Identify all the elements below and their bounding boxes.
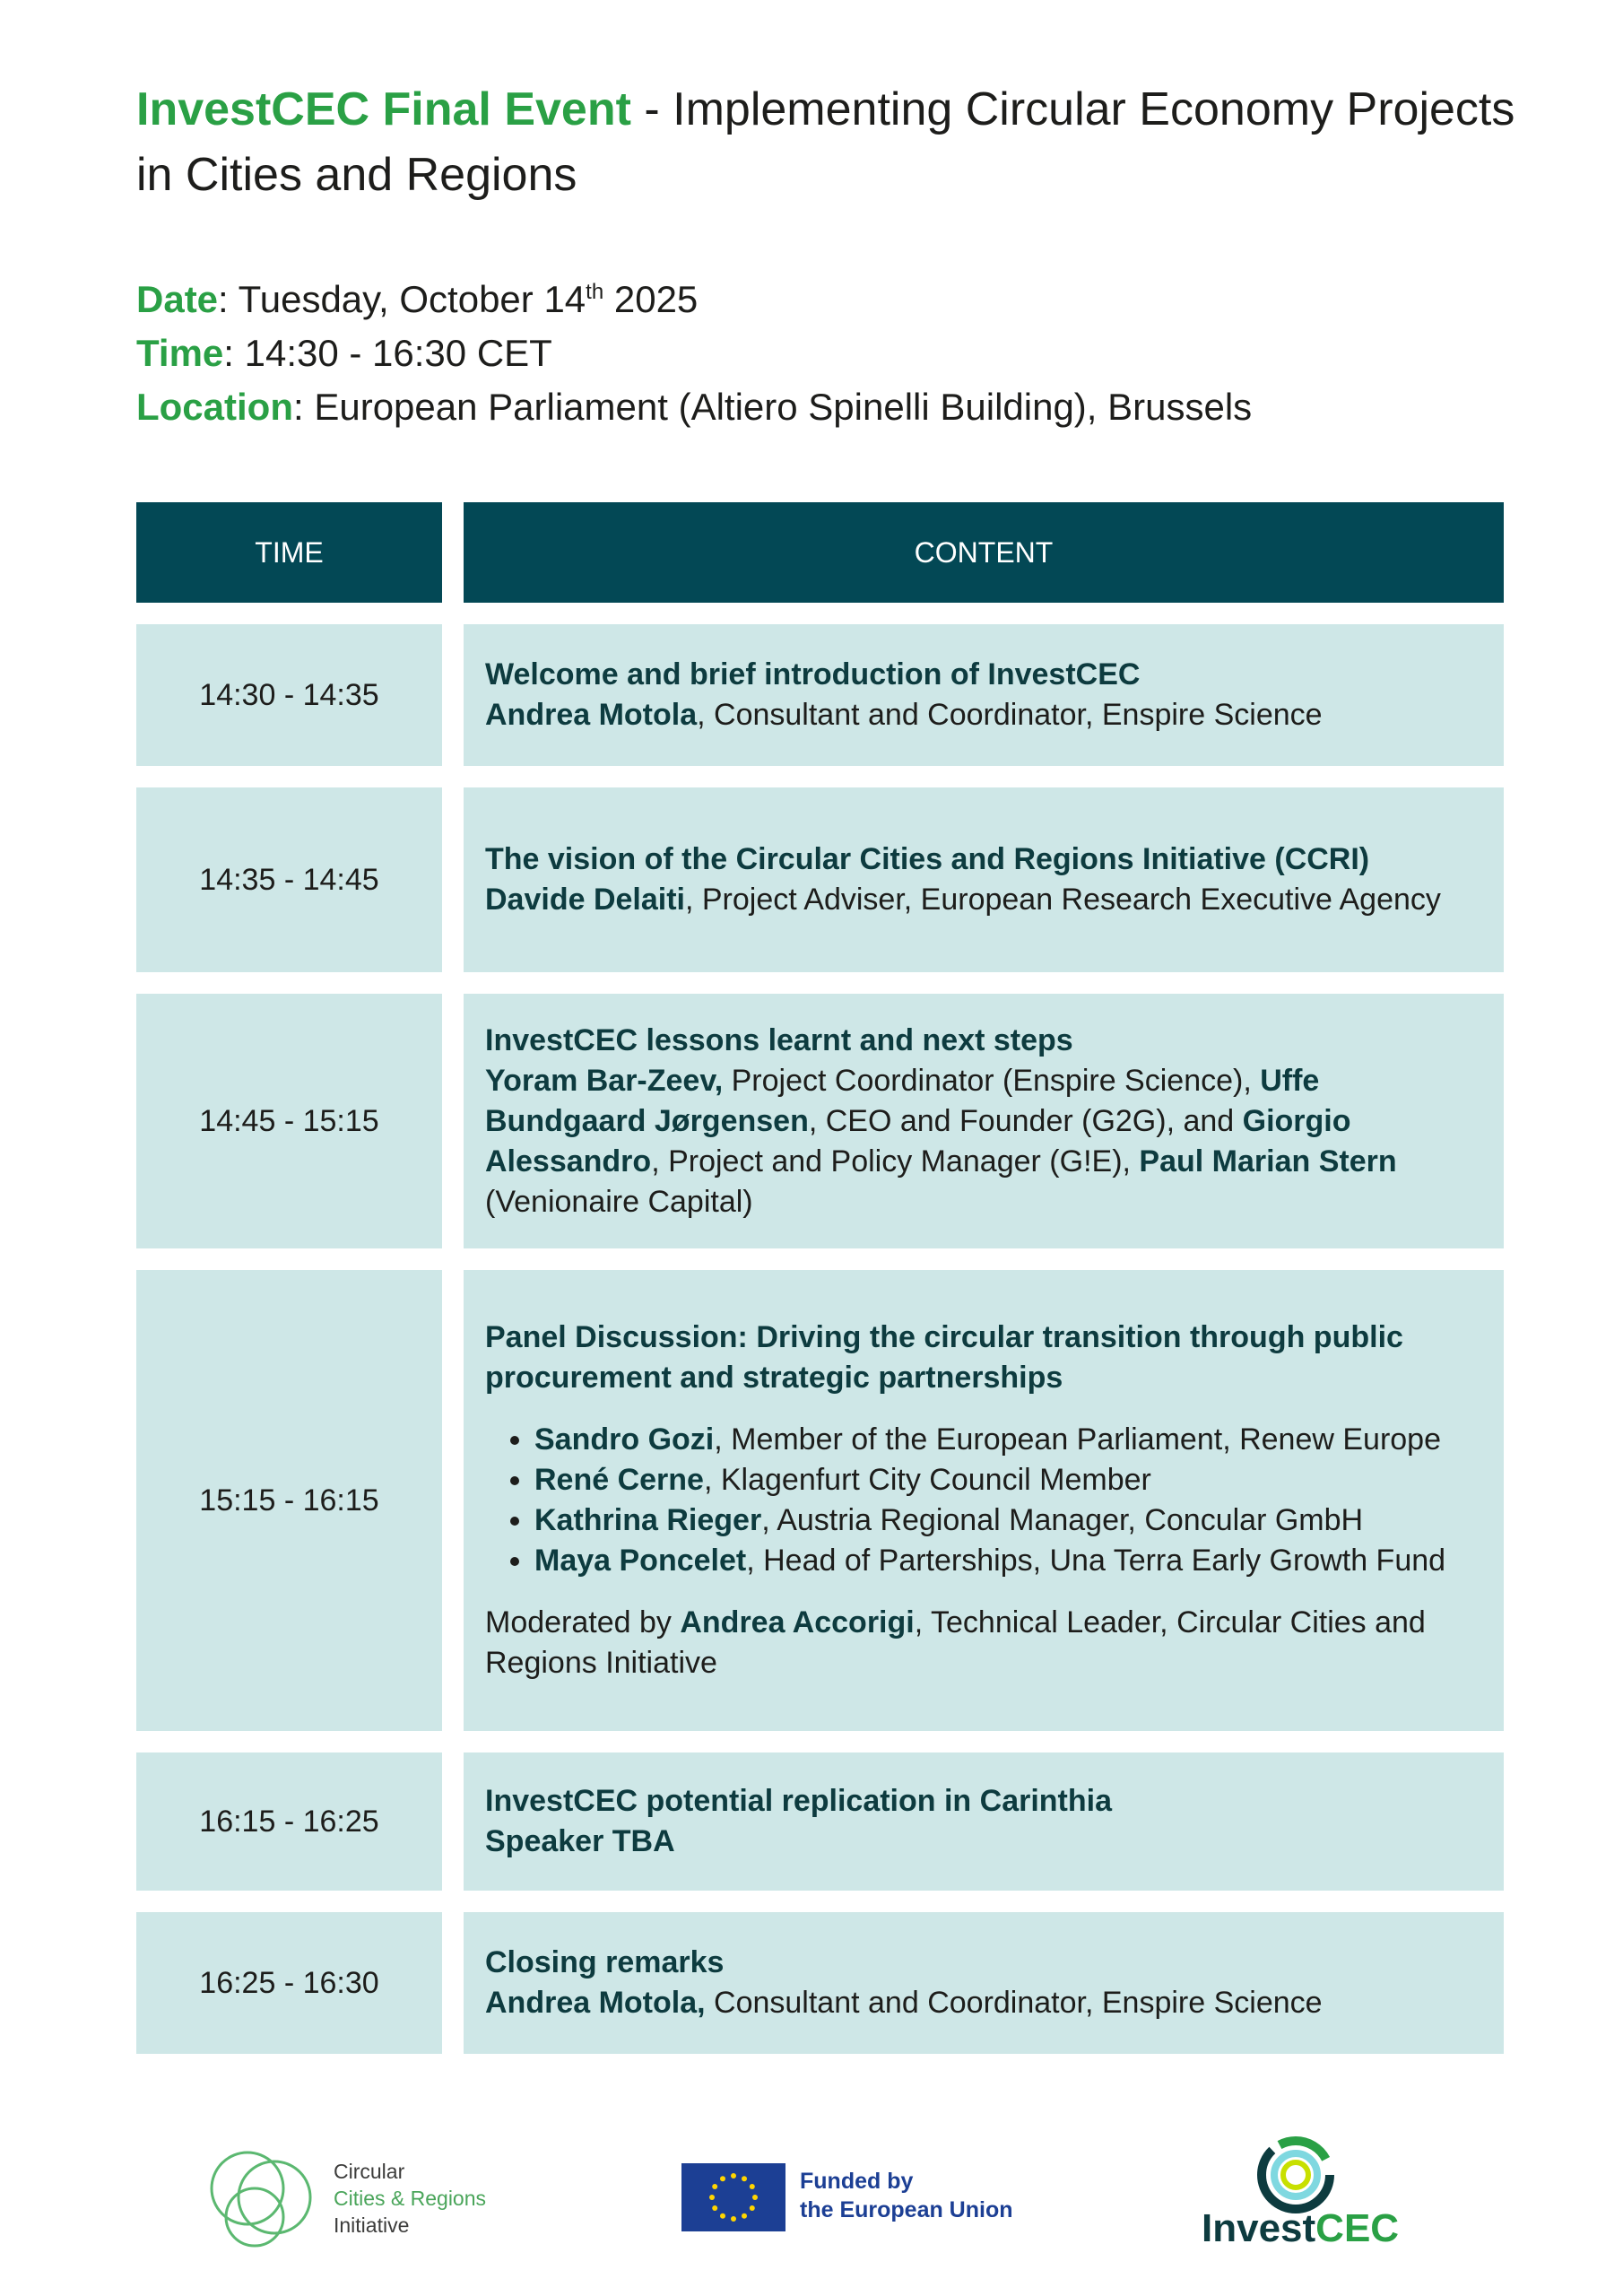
eu-line-1: Funded by [800, 2169, 914, 2194]
panelist-name: Sandro Gozi [534, 1422, 715, 1457]
time-label: Time [136, 332, 224, 374]
location-label: Location [136, 386, 293, 428]
speaker-name: Giorgio Alessandro [485, 1103, 1351, 1178]
title-rest: - Implementing Circular Economy Projects in Cities and Regions [136, 83, 1515, 201]
panelist-role: , Austria Regional Manager, Concular GmbH [761, 1503, 1364, 1537]
list-item [534, 1460, 1480, 1500]
speaker-name: Davide Delaiti [485, 883, 685, 917]
speaker-line [485, 880, 1480, 920]
row-content [464, 1752, 1504, 1891]
moderator-prefix: Moderated by [485, 1605, 681, 1639]
session-title: Closing remarks [485, 1945, 725, 1979]
date-label: Date [136, 278, 219, 320]
speaker-name: Uffe Bundgaard Jørgensen [485, 1063, 1320, 1138]
date-year: 2025 [603, 278, 699, 320]
session-title: Panel Discussion: Driving the circular transition through public procurement and strategic partnerships [485, 1320, 1403, 1395]
moderator-role: , Technical Leader, Circular Cities and Regions Initiative [485, 1605, 1426, 1680]
date-line [136, 265, 1252, 326]
speaker-role: , Project and Policy Manager (G!E), [651, 1144, 1140, 1178]
column-header-content: CONTENT [464, 502, 1504, 603]
session-title: The vision of the Circular Cities and Regions Initiative (CCRI) [485, 842, 1370, 876]
speaker-role: , CEO and Founder (G2G), and [808, 1103, 1243, 1138]
investcec-text-b: CEC [1315, 2206, 1400, 2250]
session-title: Welcome and brief introduction of InvestCEC [485, 657, 1141, 691]
panelist-name: Kathrina Rieger [534, 1503, 762, 1537]
row-content [464, 624, 1504, 766]
speaker-line [485, 1983, 1480, 2023]
location-value: : European Parliament (Altiero Spinelli Building), Brussels [293, 386, 1253, 428]
ccri-line-1: Circular [334, 2160, 405, 2183]
ccri-logo-text [334, 2158, 486, 2239]
speaker-line [485, 695, 1480, 735]
eu-line-2: the European Union [800, 2197, 1013, 2222]
investcec-logo-text [1202, 2206, 1399, 2251]
speaker-name: Andrea Motola, [485, 1986, 706, 2020]
speaker-line [485, 1061, 1480, 1222]
row-content [464, 994, 1504, 1248]
list-item [534, 1541, 1480, 1581]
panelist-name: Maya Poncelet [534, 1544, 747, 1578]
panelist-name: René Cerne [534, 1463, 704, 1497]
moderator-name: Andrea Accorigi [680, 1605, 915, 1639]
time-line [136, 326, 1252, 380]
row-time: 14:35 - 14:45 [136, 787, 442, 972]
speaker-name: Paul Marian Stern [1139, 1144, 1397, 1178]
investcec-text-a: Invest [1202, 2206, 1316, 2250]
list-item [534, 1420, 1480, 1460]
column-header-time: TIME [136, 502, 442, 603]
eu-funding-text [800, 2167, 1013, 2224]
title-highlight: InvestCEC Final Event [136, 83, 631, 135]
ccri-logo-icon [204, 2145, 321, 2253]
row-content [464, 1912, 1504, 2054]
speaker-role: , Consultant and Coordinator, Enspire Science [697, 698, 1323, 732]
session-title: InvestCEC lessons learnt and next steps [485, 1022, 1073, 1057]
panelist-role: , Member of the European Parliament, Renew Europe [714, 1422, 1442, 1457]
time-value: : 14:30 - 16:30 CET [223, 332, 552, 374]
row-time: 15:15 - 16:15 [136, 1270, 442, 1731]
row-time: 16:15 - 16:25 [136, 1752, 442, 1891]
panelist-role: , Klagenfurt City Council Member [703, 1463, 1151, 1497]
row-time: 14:30 - 14:35 [136, 624, 442, 766]
row-content [464, 1270, 1504, 1731]
speaker-role: Project Coordinator (Enspire Science), [723, 1063, 1261, 1098]
page-title [136, 77, 1535, 208]
event-meta [136, 265, 1252, 434]
location-line [136, 380, 1252, 434]
moderator-line [485, 1603, 1480, 1683]
row-content [464, 787, 1504, 972]
speaker-name: Yoram Bar-Zeev, [485, 1063, 724, 1098]
footer-logos [0, 2135, 1623, 2260]
date-sup: th [586, 280, 604, 304]
panel-list [485, 1420, 1480, 1581]
speaker-role: (Venionaire Capital) [485, 1184, 753, 1219]
eu-flag-icon [681, 2163, 785, 2231]
ccri-line-2: Cities & Regions [334, 2187, 487, 2210]
speaker-role: Consultant and Coordinator, Enspire Science [705, 1986, 1323, 2020]
row-time: 16:25 - 16:30 [136, 1912, 442, 2054]
speaker-name: Andrea Motola [485, 698, 698, 732]
investcec-logo-icon [1255, 2135, 1336, 2215]
row-time: 14:45 - 15:15 [136, 994, 442, 1248]
date-value: : Tuesday, October 14 [218, 278, 586, 320]
session-title: InvestCEC potential replication in Carinthia [485, 1784, 1112, 1818]
panelist-role: , Head of Parterships, Una Terra Early Growth Fund [746, 1544, 1446, 1578]
ccri-line-3: Initiative [334, 2213, 410, 2237]
speaker-role: , Project Adviser, European Research Executive Agency [684, 883, 1441, 917]
speaker-name: Speaker TBA [485, 1824, 675, 1858]
list-item [534, 1500, 1480, 1541]
